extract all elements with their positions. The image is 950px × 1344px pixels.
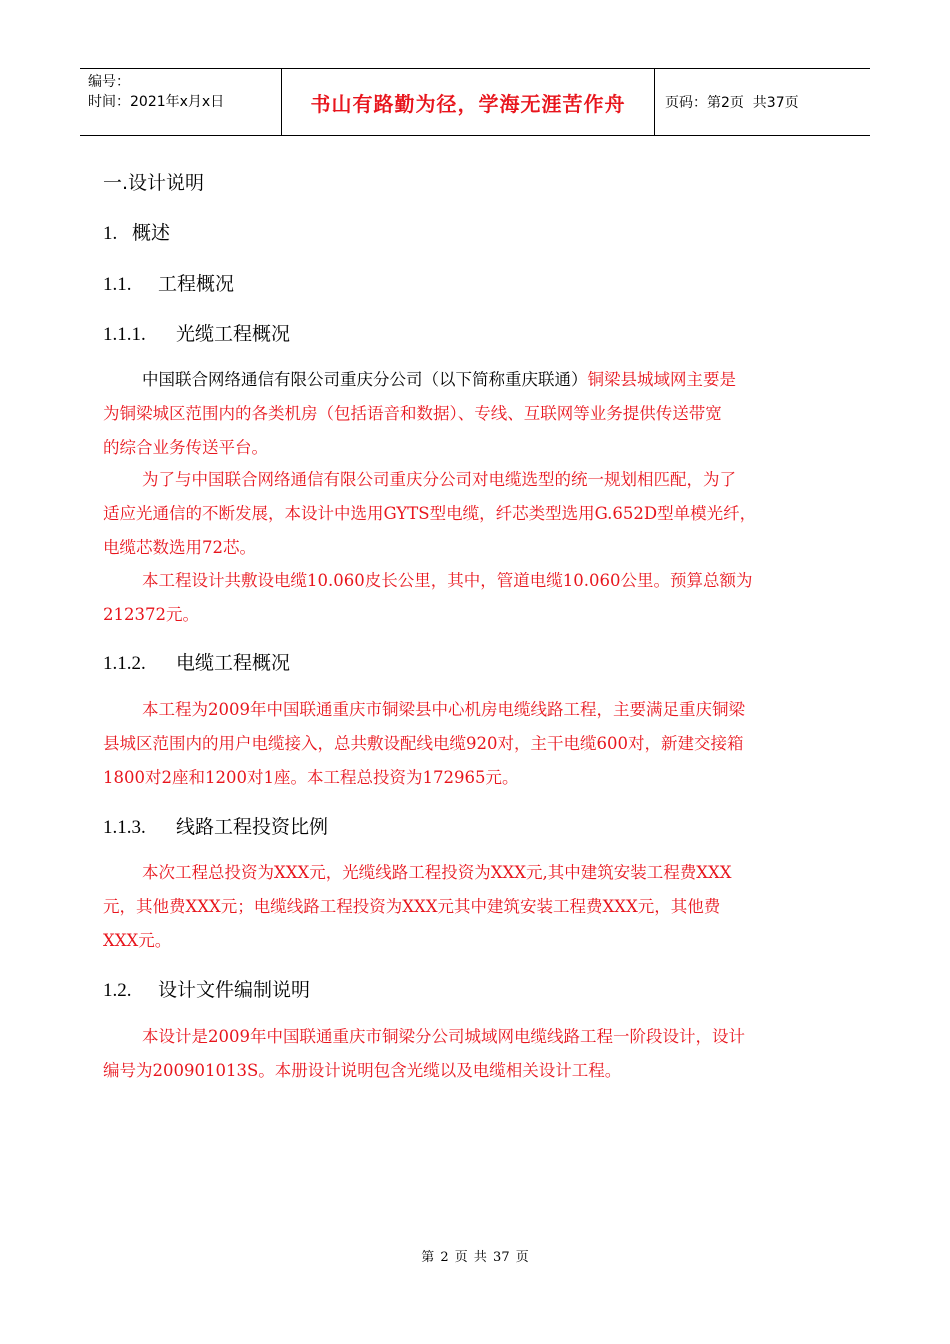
heading-overview bbox=[103, 218, 170, 245]
heading-design-docs bbox=[103, 975, 310, 1002]
section-heading-design-notes bbox=[103, 168, 204, 195]
page-footer: 第 2 页 共 37 页 bbox=[421, 1250, 529, 1265]
paragraph-line: 为了与中国联合网络通信有限公司重庆分公司对电缆选型的统一规划相匹配，为了 bbox=[142, 470, 736, 489]
page-header bbox=[80, 68, 870, 136]
paragraph-line: 电缆芯数选用72芯。 bbox=[103, 538, 256, 557]
heading-text: 线路工程投资比例 bbox=[176, 816, 329, 838]
paragraph-line: 元，其他费XXX元；电缆线路工程投资为XXX元其中建筑安装工程费XXX元，其他费 bbox=[103, 897, 721, 916]
heading-investment-ratio bbox=[103, 812, 328, 839]
paragraph-line: 中国联合网络通信有限公司重庆分公司（以下简称重庆联通） bbox=[142, 370, 588, 389]
paragraph-line: 本工程设计共敷设电缆10.060皮长公里，其中，管道电缆10.060公里。预算总额为 bbox=[142, 571, 753, 590]
paragraph-design-docs bbox=[103, 1020, 863, 1088]
heading-text: 工程概况 bbox=[158, 273, 235, 295]
heading-fiber-project bbox=[103, 319, 290, 346]
paragraph-line: 本工程为2009年中国联通重庆市铜梁县中心机房电缆线路工程，主要满足重庆铜梁 bbox=[142, 700, 745, 719]
paragraph-fiber-budget bbox=[103, 564, 863, 632]
paragraph-cable-intro bbox=[103, 693, 863, 795]
paragraph-line: 212372元。 bbox=[103, 605, 199, 624]
header-date-label: 时间：2021年x月x日 bbox=[88, 94, 225, 110]
heading-text: 设计文件编制说明 bbox=[158, 979, 311, 1001]
paragraph-line: 县城区范围内的用户电缆接入，总共敷设配线电缆920对，主干电缆600对，新建交接箱 bbox=[103, 734, 744, 753]
header-page-info-cell bbox=[655, 69, 870, 135]
paragraph-fiber-intro bbox=[103, 363, 863, 465]
heading-number: 1.1.2. bbox=[103, 653, 146, 674]
heading-number: 1.1.1. bbox=[103, 324, 146, 345]
paragraph-line: 本设计是2009年中国联通重庆市铜梁分公司城域网电缆线路工程一阶段设计，设计 bbox=[142, 1027, 745, 1046]
heading-number: 1.1. bbox=[103, 274, 132, 295]
paragraph-line: 1800对2座和1200对1座。本工程总投资为172965元。 bbox=[103, 768, 519, 787]
header-meta-cell bbox=[80, 69, 282, 135]
header-page-info: 页码：第2页 共37页 bbox=[665, 95, 799, 111]
heading-project-overview bbox=[103, 269, 234, 296]
heading-number: 1.1.3. bbox=[103, 817, 146, 838]
paragraph-cable-selection bbox=[103, 463, 863, 565]
header-number-label: 编号： bbox=[88, 74, 130, 90]
paragraph-line-highlight: 铜梁县城域网主要是 bbox=[587, 370, 736, 389]
paragraph-line: 适应光通信的不断发展，本设计中选用GYTS型电缆，纤芯类型选用G.652D型单模光纤， bbox=[103, 504, 757, 523]
paragraph-line: XXX元。 bbox=[103, 931, 172, 950]
paragraph-investment bbox=[103, 856, 863, 958]
paragraph-line: 本次工程总投资为XXX元，光缆线路工程投资为XXX元,其中建筑安装工程费XXX bbox=[142, 863, 732, 882]
heading-text: 一.设计说明 bbox=[103, 172, 205, 194]
heading-number: 1. bbox=[103, 223, 118, 244]
paragraph-line: 为铜梁城区范围内的各类机房（包括语音和数据）、专线、互联网等业务提供传送带宽 bbox=[103, 404, 722, 423]
paragraph-line: 的综合业务传送平台。 bbox=[103, 438, 268, 457]
heading-text: 概述 bbox=[132, 222, 171, 244]
paragraph-line: 编号为200901013S。本册设计说明包含光缆以及电缆相关设计工程。 bbox=[103, 1061, 622, 1080]
heading-text: 光缆工程概况 bbox=[176, 323, 291, 345]
heading-number: 1.2. bbox=[103, 980, 132, 1001]
header-motto: 书山有路勤为径，学海无涯苦作舟 bbox=[282, 69, 655, 135]
heading-text: 电缆工程概况 bbox=[176, 652, 291, 674]
heading-cable-project bbox=[103, 648, 290, 675]
